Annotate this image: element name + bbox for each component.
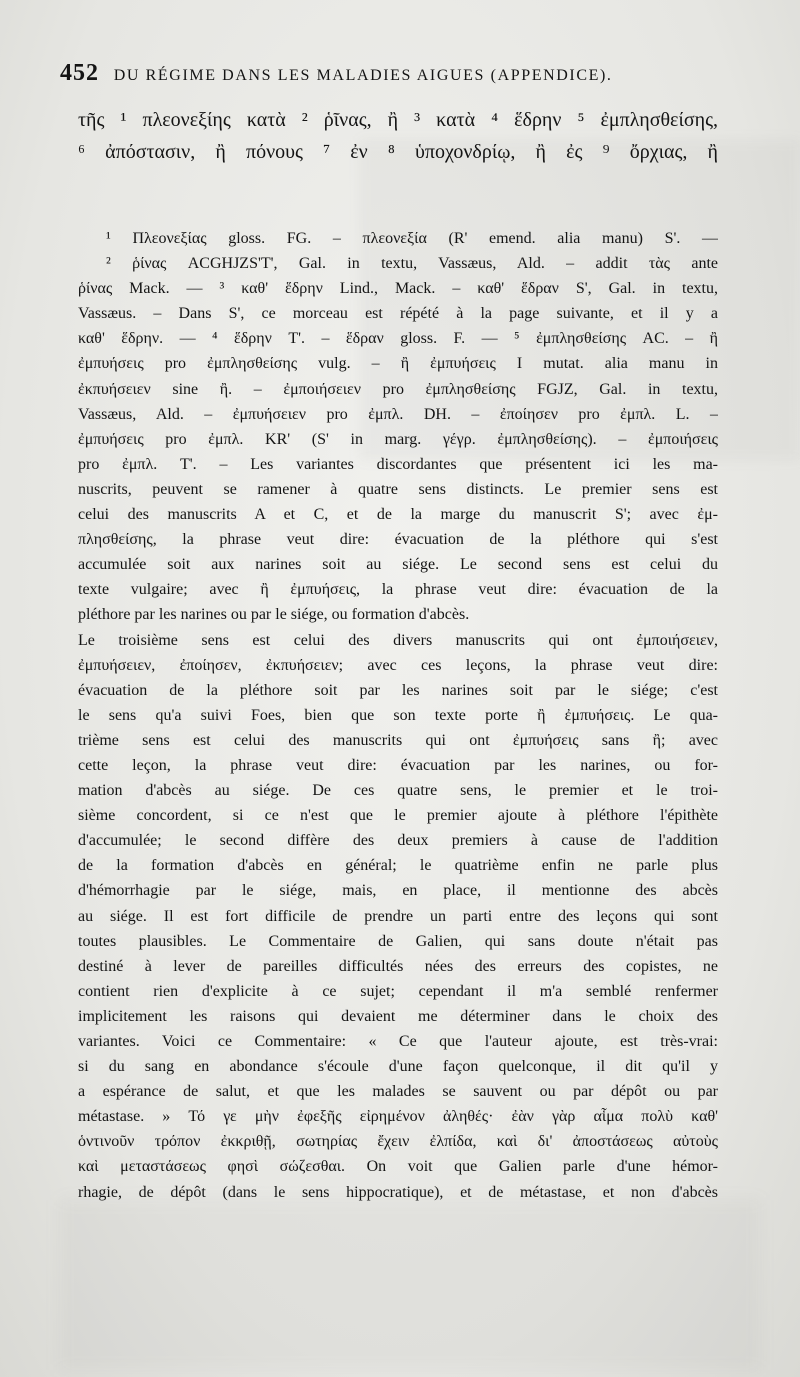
footnote-line: celui des manuscrits A et C, et de la marge du manuscrit S'; avec ἐμ- xyxy=(78,506,718,524)
footnote-line: au siége. Il est fort difficile de prendre un parti entre des leçons qui sont xyxy=(78,907,718,925)
greek-main-text xyxy=(78,104,718,168)
footnote-line: nuscrits, peuvent se ramener à quatre sens distincts. Le premier sens est xyxy=(78,480,718,498)
page-number: 452 xyxy=(60,60,99,86)
footnote-line: καθ' ἕδρην. — ⁴ ἕδρην T'. – ἕδραν gloss. F. — ⁵ ἐμπλησθείσης AC. – ἢ xyxy=(78,330,718,348)
footnote-line: métastase. » Τό γε μὴν ἐφεξῆς εἰρημένον ἀληθές· ἐὰν γὰρ αἷμα πολὺ καθ' xyxy=(78,1108,718,1126)
footnote-line: si du sang en abondance s'écoule d'une façon quelconque, il dit qu'il y xyxy=(78,1058,718,1076)
footnote-line: Vassæus. – Dans S', ce morceau est répété à la page suivante, et il y a xyxy=(78,305,718,323)
footnote-line: ἐμπυήσειεν, ἐποίησεν, ἐκπυήσειεν; avec ces leçons, la phrase veut dire: xyxy=(78,656,718,674)
footnote-line: ² ῥίνας ACGHJZS'T', Gal. in textu, Vassæus, Ald. – addit τὰς ante xyxy=(106,255,718,273)
footnote-line: καὶ μεταστάσεως φησὶ σώζεσθαι. On voit que Galien parle d'une hémor- xyxy=(78,1158,718,1176)
footnote-line: Vassæus, Ald. – ἐμπυήσειεν pro ἐμπλ. DH. – ἐποίησεν pro ἐμπλ. L. – xyxy=(78,405,718,423)
footnote-line: toutes plausibles. Le Commentaire de Galien, qui sans doute n'était pas xyxy=(78,932,718,950)
footnote-line: mation d'abcès au siége. De ces quatre sens, le premier et le troi- xyxy=(78,782,718,800)
footnote-line: ἐμπυήσεις pro ἐμπλ. KR' (S' in marg. γέγρ. ἐμπλησθείσης). – ἐμποιήσεις xyxy=(78,430,718,448)
greek-line: τῆς ¹ πλεονεξίης κατὰ ² ῥῖνας, ἢ ³ κατὰ ⁴ ἕδρην ⁵ ἐμπλησθείσης, xyxy=(78,109,718,131)
footnote-line: contient rien d'explicite à ce sujet; cependant il m'a semblé renfermer xyxy=(78,982,718,1000)
footnote-line: implicitement les raisons qui devaient me déterminer dans le choix des xyxy=(78,1007,718,1025)
footnote-line: ῥίνας Mack. — ³ καθ' ἕδρην Lind., Mack. – καθ' ἕδραν S', Gal. in textu, xyxy=(78,280,718,298)
footnotes-block xyxy=(78,226,718,1205)
footnote-line: destiné à lever de pareilles difficultés nées des erreurs des copistes, ne xyxy=(78,957,718,975)
footnote-line: de la formation d'abcès en général; le quatrième enfin ne parle plus xyxy=(78,857,718,875)
running-title: DU RÉGIME DANS LES MALADIES AIGUES (APPENDICE). xyxy=(113,67,613,84)
footnote-line: trième sens est celui des manuscrits qui ont ἐμπυήσεις sans ἢ; avec xyxy=(78,731,718,749)
footnote-line: texte vulgaire; avec ἢ ἐμπυήσεις, la phrase veut dire: évacuation de la xyxy=(78,581,718,599)
footnote-line: d'accumulée; le second diffère des deux premiers à cause de l'addition xyxy=(78,832,718,850)
footnote-line: ἐκπυήσειεν sine ἢ. – ἐμποιήσειεν pro ἐμπλησθείσης FGJZ, Gal. in textu, xyxy=(78,380,718,398)
footnote-line: Le troisième sens est celui des divers manuscrits qui ont ἐμποιήσειεν, xyxy=(78,631,718,649)
footnote-line: évacuation de la pléthore soit par les narines soit par le siége; c'est xyxy=(78,681,718,699)
footnote-line: ἐμπυήσεις pro ἐμπλησθείσης vulg. – ἢ ἐμπυήσεις I mutat. alia manu in xyxy=(78,355,718,373)
footnote-line: cette leçon, la phrase veut dire: évacuation par les narines, ou for- xyxy=(78,756,718,774)
footnote-line: a espérance de salut, et que les malades se sauvent ou par dépôt ou par xyxy=(78,1083,718,1101)
footnote-line: pléthore par les narines ou par le siége, ou formation d'abcès. xyxy=(78,606,470,624)
footnote-line: rhagie, de dépôt (dans le sens hippocratique), et de métastase, et non d'abcès xyxy=(78,1183,718,1201)
footnote-line: ¹ Πλεονεξίας gloss. FG. – πλεονεξία (R' emend. alia manu) S'. — xyxy=(106,230,718,247)
footnote-line: variantes. Voici ce Commentaire: « Ce que l'auteur ajoute, est très-vrai: xyxy=(78,1033,718,1050)
footnote-line: ὁντινοῦν τρόπον ἐκκριθῇ, σωτηρίας ἔχειν ἐλπίδα, καὶ δι' ἀποστάσεως αὐτοὺς xyxy=(78,1133,718,1151)
show-through-shadow-lower xyxy=(60,1200,760,1370)
footnote-line: accumulée soit aux narines soit au siége. Le second sens est celui du xyxy=(78,556,718,574)
footnote-line: pro ἐμπλ. T'. – Les variantes discordantes que présentent ici les ma- xyxy=(78,455,718,473)
footnote-line: πλησθείσης, la phrase veut dire: évacuation de la pléthore qui s'est xyxy=(78,531,718,549)
footnote-line: le sens qu'a suivi Foes, bien que son texte porte ἢ ἐμπυήσεις. Le qua- xyxy=(78,706,718,724)
greek-line: ⁶ ἀπόστασιν, ἢ πόνους ⁷ ἐν ⁸ ὑποχονδρίῳ, ἢ ἐς ⁹ ὄρχιας, ἢ xyxy=(78,141,718,163)
footnote-line: sième concordent, si ce n'est que le premier ajoute à pléthore l'épithète xyxy=(78,807,718,825)
footnote-line: d'hémorrhagie par le siége, mais, en place, il mentionne des abcès xyxy=(78,882,718,900)
running-head xyxy=(60,60,760,100)
